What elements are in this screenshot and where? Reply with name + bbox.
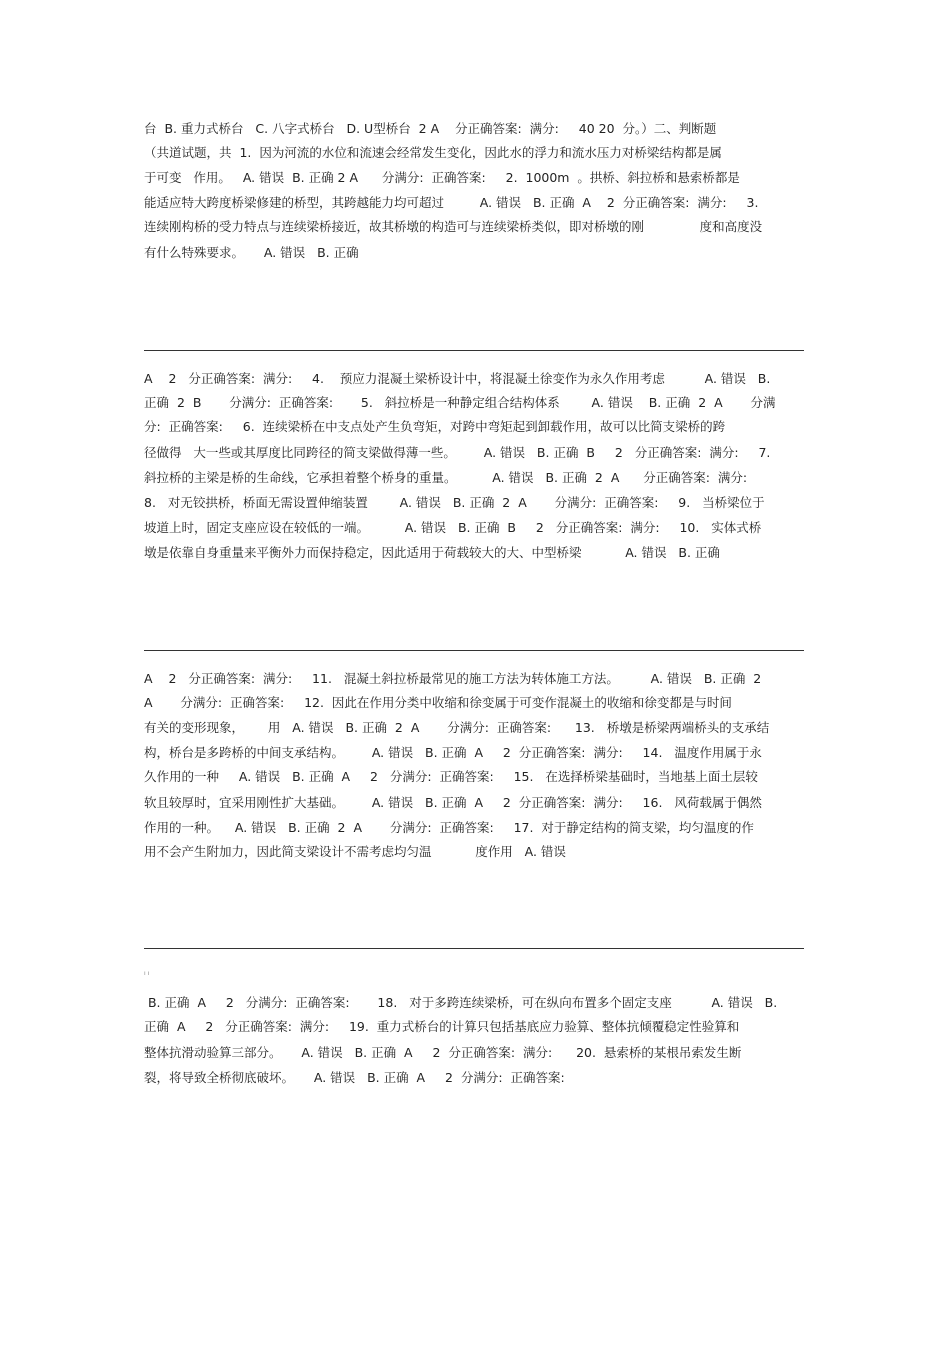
text-line: 8. 对无铰拱桥，桥面无需设置伸缩装置 A. 错误 B. 正确 2 A 分满分: 正确答案: 9. 当桥梁位于 [144, 495, 765, 510]
text-line: 裂，将导致全桥彻底破坏。 A. 错误 B. 正确 A 2 分满分: 正确答案: [144, 1070, 565, 1085]
text-line: 台 B. 重力式桥台 C. 八字式桥台 D. U型桥台 2 A 分正确答案: 满分: 40 20 分。）二、判断题 [144, 121, 717, 136]
text-line: 有关的变形现象， 用 A. 错误 B. 正确 2 A 分满分: 正确答案: 13. 桥墩是桥梁两端桥头的支承结 [144, 720, 770, 735]
text-line: 坡道上时，固定支座应设在较低的一端。 A. 错误 B. 正确 B 2 分正确答案: 满分: 10. 实体式桥 [144, 520, 762, 535]
text-line: 作用的一种。 A. 错误 B. 正确 2 A 分满分: 正确答案: 17. 对于静定结构的简支梁，均匀温度的作 [144, 820, 754, 835]
text-line: A 2 分正确答案: 满分: 4. 预应力混凝土梁桥设计中，将混凝土徐变作为永久作用考虑 A. 错误 B. [144, 371, 771, 386]
corner-mark: ı ı [144, 970, 150, 977]
text-line: 整体抗滑动验算三部分。 A. 错误 B. 正确 A 2 分正确答案: 满分: 20. 悬索桥的某根吊索发生断 [144, 1045, 742, 1060]
text-line: 正确 A 2 分正确答案: 满分: 19. 重力式桥台的计算只包括基底应力验算、整体抗倾覆稳定性验算和 [144, 1019, 740, 1034]
text-line: B. 正确 A 2 分满分: 正确答案: 18. 对于多跨连续梁桥，可在纵向布置多个固定支座 A. 错误 B. [144, 995, 778, 1010]
text-line: 久作用的一种 A. 错误 B. 正确 A 2 分满分: 正确答案: 15. 在选择桥梁基础时，当地基上面土层较 [144, 769, 758, 784]
text-line: 软且较厚时，宜采用刚性扩大基础。 A. 错误 B. 正确 A 2 分正确答案: 满分: 16. 风荷载属于偶然 [144, 795, 762, 810]
text-line: 径做得 大一些或其厚度比同跨径的简支梁做得薄一些。 A. 错误 B. 正确 B 2 分正确答案: 满分: 7. [144, 445, 771, 460]
text-line: 墩是依靠自身重量来平衡外力而保持稳定，因此适用于荷载较大的大、中型桥梁 A. 错误 B. 正确 [144, 545, 720, 560]
text-line: A 2 分正确答案: 满分: 11. 混凝土斜拉桥最常见的施工方法为转体施工方法。 A. 错误 B. 正确 2 [144, 671, 762, 686]
text-line: 有什么特殊要求。 A. 错误 B. 正确 [144, 245, 359, 260]
text-line: 能适应特大跨度桥梁修建的桥型，其跨越能力均可超过 A. 错误 B. 正确 A 2 分正确答案: 满分: 3. [144, 195, 759, 210]
text-line: （共道试题，共 1. 因为河流的水位和流速会经常发生变化，因此水的浮力和流水压力对桥梁结构都是属 [144, 145, 722, 160]
text-line: 用不会产生附加力，因此简支梁设计不需考虑均匀温 度作用 A. 错误 [144, 844, 566, 859]
text-line: 连续刚构桥的受力特点与连续梁桥接近，故其桥墩的构造可与连续梁桥类似，即对桥墩的刚 度和高度没 [144, 219, 763, 234]
text-line: 分: 正确答案: 6. 连续梁桥在中支点处产生负弯矩，对跨中弯矩起到卸载作用，故可以比简支梁桥的跨 [144, 419, 726, 434]
text-line: 斜拉桥的主梁是桥的生命线，它承担着整个桥身的重量。 A. 错误 B. 正确 2 A 分正确答案: 满分: [144, 470, 748, 485]
page-divider [144, 350, 804, 351]
text-line: 构，桥台是多跨桥的中间支承结构。 A. 错误 B. 正确 A 2 分正确答案: 满分: 14. 温度作用属于永 [144, 745, 762, 760]
page-divider [144, 650, 804, 651]
page-divider [144, 948, 804, 949]
text-line: 正确 2 B 分满分: 正确答案: 5. 斜拉桥是一种静定组合结构体系 A. 错误 B. 正确 2 A 分满 [144, 395, 776, 410]
text-line: 于可变 作用。 A. 错误 B. 正确 2 A 分满分: 正确答案: 2. 1000m 。拱桥、斜拉桥和悬索桥都是 [144, 170, 740, 185]
text-line: A 分满分: 正确答案: 12. 因此在作用分类中收缩和徐变属于可变作混凝土的收缩和徐变都是与时间 [144, 695, 732, 710]
